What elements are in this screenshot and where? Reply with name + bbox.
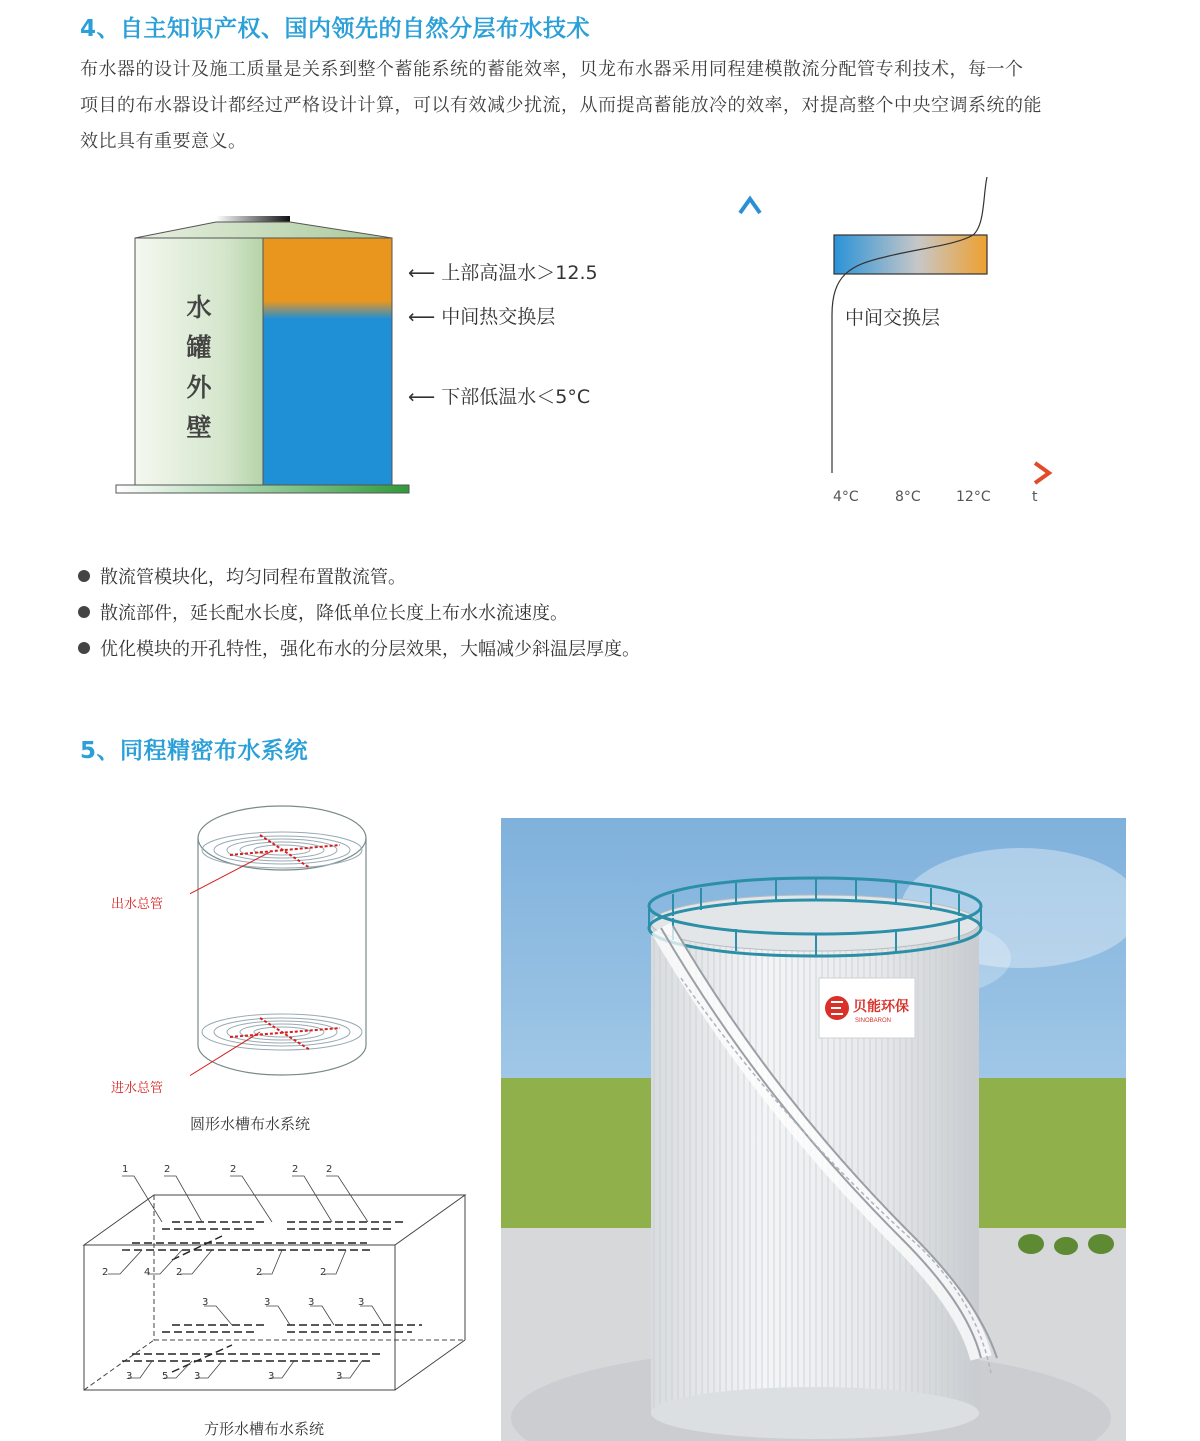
tank-cap [216,216,290,222]
callout-number: 2 [292,1164,299,1175]
tank-wall-char: 壁 [186,413,212,442]
callout-number: 3 [308,1297,315,1308]
tank-bottom [651,1387,979,1439]
callout-number: 2 [326,1164,333,1175]
square-tank-caption: 方形水槽布水系统 [204,1420,325,1438]
callout-number: 3 [126,1371,133,1382]
storage-tank-photo [501,818,1126,1441]
tank-roof [135,222,392,238]
bullet-dot-icon [78,642,90,654]
callout-number: 3 [194,1371,201,1382]
brand-logo-en: SINOBARON [855,1018,892,1024]
paragraph-line-2: 项目的布水器设计都经过严格设计计算，可以有效减少扰流，从而提高蓄能放冷的效率，对提高整个中央空调系统的能 [80,95,1042,116]
tank-wall-char: 水 [186,293,212,322]
tank-wall-char: 罐 [186,333,212,362]
callout-number: 2 [164,1164,171,1175]
callout-number: 1 [122,1164,129,1175]
feature-list [78,558,640,666]
paragraph-line-1: 布水器的设计及施工质量是关系到整个蓄能系统的蓄能效率，贝龙布水器采用同程建模散流分配管专利技术，每一个 [80,59,1024,80]
outlet-main-pipe-label: 出水总管 [111,897,164,912]
callout-number: 3 [202,1297,209,1308]
callout-number: 2 [320,1267,327,1278]
callout-number: 2 [230,1164,237,1175]
section4-paragraph [80,52,1140,160]
section4-title: 4、自主知识产权、国内领先的自然分层布水技术 [80,16,591,42]
left-arrow-icon: ⟵ [408,386,436,408]
x-tick-8c: 8°C [895,489,921,505]
exchange-band-label: 中间交换层 [845,307,941,329]
heat-exchange-layer [263,301,392,319]
bullet-dot-icon [78,570,90,582]
list-item: 散流部件，延长配水长度，降低单位长度上布水水流速度。 [78,594,640,630]
hot-water-layer [263,238,392,301]
square-tank-callouts [82,1160,467,1395]
callout-number: 4 [144,1267,151,1278]
callout-number: 5 [162,1371,169,1382]
left-arrow-icon: ⟵ [408,306,436,328]
bullet-dot-icon [78,606,90,618]
section5-title: 5、同程精密布水系统 [80,738,309,764]
lower-header-pipe [230,1018,340,1050]
x-tick-4c: 4°C [833,489,859,505]
list-item: 散流管模块化，均匀同程布置散流管。 [78,558,640,594]
tank-wall-label [184,288,214,448]
tank-stratification-diagram [110,205,420,500]
callout-number: 2 [176,1267,183,1278]
round-tank-diagram [190,800,380,1090]
callout-number: 3 [268,1371,275,1382]
upper-layer-label: ⟵ 上部高温水＞12.5 [408,262,598,284]
inlet-main-pipe-label: 进水总管 [111,1081,164,1096]
callout-number: 3 [264,1297,271,1308]
brand-logo-cn: 贝能环保 [853,998,909,1014]
round-tank-caption: 圆形水槽布水系统 [190,1115,311,1133]
temperature-graph [725,175,1065,505]
callout-number: 2 [102,1267,109,1278]
callout-number: 3 [336,1371,343,1382]
middle-layer-label: ⟵ 中间热交换层 [408,306,556,328]
left-arrow-icon: ⟵ [408,262,436,284]
exchange-band [834,235,987,274]
callout-number: 2 [256,1267,263,1278]
x-tick-t: t [1032,489,1038,505]
tank-base [116,485,409,493]
paragraph-line-3: 效比具有重要意义。 [80,131,247,152]
list-item: 优化模块的开孔特性，强化布水的分层效果，大幅减少斜温层厚度。 [78,630,640,666]
callout-number: 3 [358,1297,365,1308]
cold-water-layer [263,319,392,485]
tank-wall-char: 外 [186,373,212,402]
lower-layer-label: ⟵ 下部低温水＜5°C [408,386,591,408]
x-tick-12c: 12°C [956,489,991,505]
